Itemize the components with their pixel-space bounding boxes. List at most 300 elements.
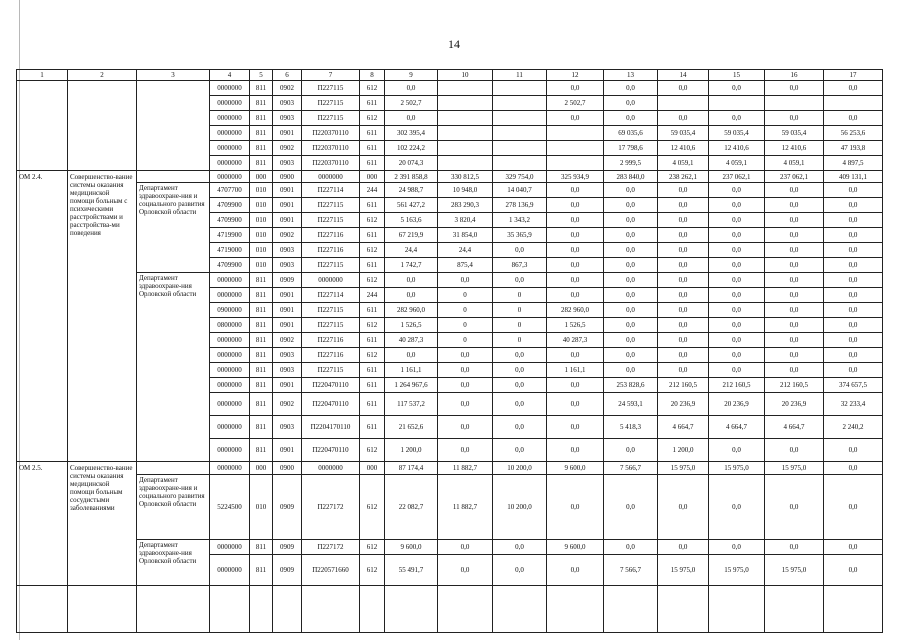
value-cell: 15 975,0 <box>709 462 765 475</box>
value-cell: 0,0 <box>824 288 883 303</box>
value-cell: П227172 <box>302 540 360 555</box>
table-row <box>17 183 883 198</box>
value-cell: 0,0 <box>604 228 658 243</box>
value-cell: 22 082,7 <box>385 475 438 540</box>
value-cell: 010 <box>250 198 273 213</box>
value-cell: П2204170110 <box>302 416 360 439</box>
value-cell: 0,0 <box>493 348 547 363</box>
value-cell: 811 <box>250 318 273 333</box>
value-cell: 40 287,3 <box>385 333 438 348</box>
value-cell: 11 882,7 <box>438 475 493 540</box>
value-cell: 0,0 <box>604 111 658 126</box>
value-cell: 0,0 <box>547 555 604 586</box>
value-cell: 5224500 <box>210 475 250 540</box>
value-cell: 0,0 <box>547 198 604 213</box>
value-cell: 0,0 <box>604 363 658 378</box>
value-cell: 0,0 <box>547 228 604 243</box>
value-cell <box>493 96 547 111</box>
value-cell: 0000000 <box>210 81 250 96</box>
value-cell: 811 <box>250 393 273 416</box>
value-cell <box>547 126 604 141</box>
value-cell: 5 418,3 <box>604 416 658 439</box>
value-cell: 0,0 <box>547 378 604 393</box>
column-number-cell: 5 <box>250 70 273 81</box>
value-cell: 0,0 <box>604 198 658 213</box>
value-cell: 0,0 <box>438 363 493 378</box>
value-cell: 4 664,7 <box>658 416 709 439</box>
value-cell: 0,0 <box>824 81 883 96</box>
value-cell <box>604 586 658 633</box>
table-row <box>17 540 883 555</box>
event-code-cell <box>17 81 68 171</box>
value-cell <box>658 586 709 633</box>
value-cell: 0,0 <box>604 243 658 258</box>
value-cell: 409 131,1 <box>824 171 883 183</box>
column-number-cell: 12 <box>547 70 604 81</box>
value-cell: 0,0 <box>658 228 709 243</box>
value-cell: 0000000 <box>210 126 250 141</box>
value-cell: 0,0 <box>709 348 765 363</box>
value-cell: 0,0 <box>438 273 493 288</box>
value-cell: 0,0 <box>709 540 765 555</box>
value-cell: 0000000 <box>210 439 250 462</box>
value-cell: 0,0 <box>547 213 604 228</box>
value-cell: 000 <box>360 171 385 183</box>
value-cell: 0,0 <box>493 363 547 378</box>
value-cell: 0 <box>438 288 493 303</box>
value-cell: 0,0 <box>824 333 883 348</box>
value-cell: 0,0 <box>824 348 883 363</box>
executor-cell <box>137 81 210 171</box>
value-cell: П220470110 <box>302 378 360 393</box>
value-cell: 612 <box>360 273 385 288</box>
value-cell: 0000000 <box>210 156 250 171</box>
value-cell: 0,0 <box>765 318 824 333</box>
value-cell <box>824 586 883 633</box>
value-cell: 0000000 <box>210 555 250 586</box>
value-cell: 0,0 <box>709 81 765 96</box>
value-cell: 811 <box>250 141 273 156</box>
value-cell: 612 <box>360 555 385 586</box>
value-cell: 55 491,7 <box>385 555 438 586</box>
value-cell: 0,0 <box>709 213 765 228</box>
value-cell: 1 526,5 <box>385 318 438 333</box>
value-cell: 612 <box>360 439 385 462</box>
value-cell: 7 566,7 <box>604 555 658 586</box>
value-cell: 0909 <box>273 273 302 288</box>
value-cell: 0,0 <box>604 288 658 303</box>
value-cell: 0,0 <box>765 111 824 126</box>
value-cell: 15 975,0 <box>709 555 765 586</box>
value-cell: 0,0 <box>658 318 709 333</box>
value-cell: 20 074,3 <box>385 156 438 171</box>
value-cell: 9 600,0 <box>547 462 604 475</box>
column-number-cell: 6 <box>273 70 302 81</box>
value-cell: 0,0 <box>604 333 658 348</box>
value-cell: 0,0 <box>709 111 765 126</box>
value-cell: 611 <box>360 258 385 273</box>
value-cell: 69 035,6 <box>604 126 658 141</box>
value-cell: 0903 <box>273 348 302 363</box>
value-cell: П227116 <box>302 228 360 243</box>
value-cell: 0,0 <box>824 555 883 586</box>
value-cell: П227115 <box>302 81 360 96</box>
value-cell <box>824 96 883 111</box>
value-cell: 0909 <box>273 555 302 586</box>
value-cell: 283 290,3 <box>438 198 493 213</box>
value-cell: 4709900 <box>210 198 250 213</box>
value-cell: 811 <box>250 303 273 318</box>
value-cell: 612 <box>360 213 385 228</box>
value-cell: 0,0 <box>765 258 824 273</box>
value-cell: 1 200,0 <box>385 439 438 462</box>
value-cell: 4709900 <box>210 213 250 228</box>
value-cell: 0,0 <box>385 273 438 288</box>
value-cell: 0 <box>438 318 493 333</box>
value-cell: 0,0 <box>824 228 883 243</box>
table-row <box>17 81 883 96</box>
value-cell: 0000000 <box>210 273 250 288</box>
value-cell: 0000000 <box>210 348 250 363</box>
value-cell: 0,0 <box>604 303 658 318</box>
value-cell: 0901 <box>273 378 302 393</box>
value-cell: 0902 <box>273 81 302 96</box>
value-cell: П227115 <box>302 258 360 273</box>
value-cell: 4719000 <box>210 243 250 258</box>
value-cell: 0,0 <box>824 439 883 462</box>
value-cell: 59 035,4 <box>658 126 709 141</box>
value-cell: 611 <box>360 156 385 171</box>
value-cell: 0,0 <box>709 183 765 198</box>
value-cell: П227115 <box>302 303 360 318</box>
value-cell: 14 040,7 <box>493 183 547 198</box>
value-cell: 0,0 <box>709 288 765 303</box>
value-cell: 21 652,6 <box>385 416 438 439</box>
value-cell: 0,0 <box>385 348 438 363</box>
value-cell: П227115 <box>302 111 360 126</box>
value-cell: 4 059,1 <box>658 156 709 171</box>
value-cell: 867,3 <box>493 258 547 273</box>
value-cell: 0,0 <box>547 475 604 540</box>
value-cell: 811 <box>250 555 273 586</box>
value-cell: 0,0 <box>658 363 709 378</box>
value-cell: П227115 <box>302 363 360 378</box>
value-cell <box>438 126 493 141</box>
value-cell: 0,0 <box>547 288 604 303</box>
value-cell: 244 <box>360 288 385 303</box>
value-cell: 811 <box>250 378 273 393</box>
value-cell: П227115 <box>302 198 360 213</box>
value-cell <box>438 96 493 111</box>
value-cell: 59 035,4 <box>709 126 765 141</box>
column-number-cell: 11 <box>493 70 547 81</box>
value-cell: 282 960,0 <box>385 303 438 318</box>
value-cell: 10 948,0 <box>438 183 493 198</box>
value-cell: 0,0 <box>658 273 709 288</box>
value-cell: 612 <box>360 111 385 126</box>
value-cell <box>493 156 547 171</box>
value-cell: 59 035,4 <box>765 126 824 141</box>
value-cell: 0901 <box>273 126 302 141</box>
value-cell: 0,0 <box>765 288 824 303</box>
value-cell: 0,0 <box>493 378 547 393</box>
value-cell: 0,0 <box>493 540 547 555</box>
value-cell: 282 960,0 <box>547 303 604 318</box>
value-cell: 0902 <box>273 228 302 243</box>
value-cell: П220370110 <box>302 141 360 156</box>
table-body <box>17 81 883 633</box>
value-cell: 0,0 <box>765 348 824 363</box>
value-cell: 0902 <box>273 141 302 156</box>
value-cell: 0,0 <box>824 363 883 378</box>
value-cell: 237 062,1 <box>709 171 765 183</box>
value-cell <box>438 156 493 171</box>
value-cell: 0,0 <box>438 439 493 462</box>
value-cell <box>547 141 604 156</box>
value-cell: 0000000 <box>302 273 360 288</box>
value-cell: 0,0 <box>547 439 604 462</box>
value-cell <box>658 96 709 111</box>
value-cell: П227116 <box>302 333 360 348</box>
value-cell: 4 664,7 <box>709 416 765 439</box>
value-cell: 612 <box>360 81 385 96</box>
value-cell: 278 136,9 <box>493 198 547 213</box>
value-cell: 15 975,0 <box>658 555 709 586</box>
value-cell: 0 <box>493 333 547 348</box>
value-cell <box>765 96 824 111</box>
value-cell: 811 <box>250 156 273 171</box>
column-number-cell: 14 <box>658 70 709 81</box>
value-cell: 0,0 <box>658 475 709 540</box>
executor-cell <box>137 586 210 633</box>
value-cell: 0,0 <box>765 183 824 198</box>
value-cell <box>493 126 547 141</box>
value-cell: 1 161,1 <box>385 363 438 378</box>
value-cell: 611 <box>360 303 385 318</box>
value-cell: 1 264 967,6 <box>385 378 438 393</box>
value-cell: П227115 <box>302 96 360 111</box>
value-cell: 0000000 <box>210 540 250 555</box>
executor-cell: Департамент здравоохране-ния Орловской области <box>137 540 210 586</box>
value-cell: 0800000 <box>210 318 250 333</box>
column-number-cell: 4 <box>210 70 250 81</box>
value-cell: П220370110 <box>302 126 360 141</box>
value-cell: 12 410,6 <box>765 141 824 156</box>
event-name-cell: Совершенство-вание системы оказания медицинской помощи больным сосудистыми заболеваниями <box>68 462 137 586</box>
value-cell: 0,0 <box>547 348 604 363</box>
value-cell: 0,0 <box>547 258 604 273</box>
value-cell: 0,0 <box>709 258 765 273</box>
value-cell: 0,0 <box>438 393 493 416</box>
value-cell <box>438 586 493 633</box>
value-cell: 0,0 <box>604 183 658 198</box>
value-cell: 0900 <box>273 171 302 183</box>
event-name-cell <box>68 586 137 633</box>
value-cell <box>360 586 385 633</box>
value-cell: 10 200,0 <box>493 475 547 540</box>
budget-table <box>16 69 883 633</box>
value-cell: 0,0 <box>604 213 658 228</box>
value-cell: 0903 <box>273 416 302 439</box>
value-cell: 0,0 <box>824 213 883 228</box>
value-cell: 0,0 <box>493 439 547 462</box>
value-cell: 811 <box>250 111 273 126</box>
value-cell: 0,0 <box>824 111 883 126</box>
column-number-cell: 17 <box>824 70 883 81</box>
value-cell: 0903 <box>273 156 302 171</box>
value-cell: 4707700 <box>210 183 250 198</box>
value-cell: 0,0 <box>709 439 765 462</box>
value-cell: 253 828,6 <box>604 378 658 393</box>
value-cell: 0000000 <box>210 96 250 111</box>
value-cell: 20 236,9 <box>709 393 765 416</box>
value-cell: 010 <box>250 228 273 243</box>
value-cell: 0,0 <box>493 555 547 586</box>
value-cell: 611 <box>360 96 385 111</box>
value-cell: 611 <box>360 126 385 141</box>
value-cell: 0,0 <box>604 273 658 288</box>
value-cell: 2 999,5 <box>604 156 658 171</box>
value-cell: 010 <box>250 258 273 273</box>
value-cell: 0000000 <box>210 141 250 156</box>
value-cell: 32 233,4 <box>824 393 883 416</box>
value-cell: 010 <box>250 243 273 258</box>
value-cell: 4709900 <box>210 258 250 273</box>
value-cell: 611 <box>360 228 385 243</box>
value-cell: 4 059,1 <box>709 156 765 171</box>
value-cell: 0,0 <box>438 348 493 363</box>
value-cell: 010 <box>250 213 273 228</box>
column-number-cell: 10 <box>438 70 493 81</box>
value-cell: 11 882,7 <box>438 462 493 475</box>
value-cell: 0,0 <box>709 273 765 288</box>
column-number-row <box>17 70 883 81</box>
value-cell: 24,4 <box>385 243 438 258</box>
value-cell: 811 <box>250 333 273 348</box>
value-cell: 0,0 <box>765 228 824 243</box>
value-cell: 0,0 <box>547 81 604 96</box>
value-cell: П220470110 <box>302 439 360 462</box>
value-cell: 0,0 <box>658 540 709 555</box>
value-cell: 0000000 <box>302 171 360 183</box>
value-cell: 0,0 <box>709 198 765 213</box>
value-cell: 0,0 <box>547 416 604 439</box>
value-cell: 24 593,1 <box>604 393 658 416</box>
value-cell: 302 395,4 <box>385 126 438 141</box>
value-cell: 0000000 <box>210 363 250 378</box>
value-cell: 000 <box>250 171 273 183</box>
value-cell: 0000000 <box>210 111 250 126</box>
value-cell: 4 059,1 <box>765 156 824 171</box>
executor-cell: Департамент здравоохране-ния и социального развития Орловской области <box>137 475 210 540</box>
value-cell: 2 502,7 <box>547 96 604 111</box>
value-cell: 238 262,1 <box>658 171 709 183</box>
value-cell: 0,0 <box>547 243 604 258</box>
value-cell: 0903 <box>273 258 302 273</box>
value-cell: 0,0 <box>765 303 824 318</box>
column-number-cell: 1 <box>17 70 68 81</box>
event-code-cell: ОМ 2.4. <box>17 171 68 462</box>
value-cell: 0,0 <box>765 243 824 258</box>
value-cell: 0,0 <box>547 183 604 198</box>
value-cell: 0902 <box>273 393 302 416</box>
value-cell: 15 975,0 <box>658 462 709 475</box>
value-cell: 0 <box>493 318 547 333</box>
value-cell: 24,4 <box>438 243 493 258</box>
value-cell: 0000000 <box>210 378 250 393</box>
value-cell: 12 410,6 <box>658 141 709 156</box>
value-cell: 102 224,2 <box>385 141 438 156</box>
value-cell <box>765 586 824 633</box>
value-cell: 0,0 <box>824 198 883 213</box>
value-cell: 24 988,7 <box>385 183 438 198</box>
value-cell: 0,0 <box>493 393 547 416</box>
value-cell: 611 <box>360 393 385 416</box>
value-cell: 0,0 <box>765 213 824 228</box>
value-cell: П227114 <box>302 288 360 303</box>
executor-cell <box>137 171 210 183</box>
value-cell: 811 <box>250 439 273 462</box>
value-cell: 1 200,0 <box>658 439 709 462</box>
value-cell: 15 975,0 <box>765 555 824 586</box>
value-cell <box>493 111 547 126</box>
value-cell: 2 502,7 <box>385 96 438 111</box>
value-cell <box>493 586 547 633</box>
value-cell: 612 <box>360 475 385 540</box>
value-cell: 612 <box>360 540 385 555</box>
value-cell: П227114 <box>302 183 360 198</box>
value-cell: 611 <box>360 333 385 348</box>
value-cell: 0903 <box>273 363 302 378</box>
value-cell: 0,0 <box>765 540 824 555</box>
value-cell: 612 <box>360 318 385 333</box>
column-number-cell: 13 <box>604 70 658 81</box>
value-cell: 374 657,5 <box>824 378 883 393</box>
value-cell: 0,0 <box>547 273 604 288</box>
column-number-cell: 16 <box>765 70 824 81</box>
value-cell: 0,0 <box>658 243 709 258</box>
event-name-cell <box>68 81 137 171</box>
value-cell: 212 160,5 <box>658 378 709 393</box>
value-cell: 4 897,5 <box>824 156 883 171</box>
value-cell: 1 526,5 <box>547 318 604 333</box>
value-cell <box>547 156 604 171</box>
value-cell: 0,0 <box>604 348 658 363</box>
value-cell: П220370110 <box>302 156 360 171</box>
value-cell: 212 160,5 <box>709 378 765 393</box>
value-cell: 0909 <box>273 540 302 555</box>
value-cell: 000 <box>250 462 273 475</box>
value-cell <box>438 141 493 156</box>
value-cell: 325 934,9 <box>547 171 604 183</box>
value-cell: 611 <box>360 416 385 439</box>
value-cell: 0903 <box>273 96 302 111</box>
value-cell: 0901 <box>273 198 302 213</box>
value-cell <box>438 81 493 96</box>
value-cell: 0,0 <box>547 111 604 126</box>
value-cell: 611 <box>360 363 385 378</box>
value-cell: 9 600,0 <box>385 540 438 555</box>
value-cell <box>273 586 302 633</box>
executor-cell: Департамент здравоохране-ния Орловской области <box>137 273 210 462</box>
value-cell: 0,0 <box>709 333 765 348</box>
table-row <box>17 171 883 183</box>
value-cell: 811 <box>250 126 273 141</box>
value-cell: 811 <box>250 288 273 303</box>
value-cell <box>385 586 438 633</box>
value-cell: 0000000 <box>210 171 250 183</box>
value-cell: 5 163,6 <box>385 213 438 228</box>
